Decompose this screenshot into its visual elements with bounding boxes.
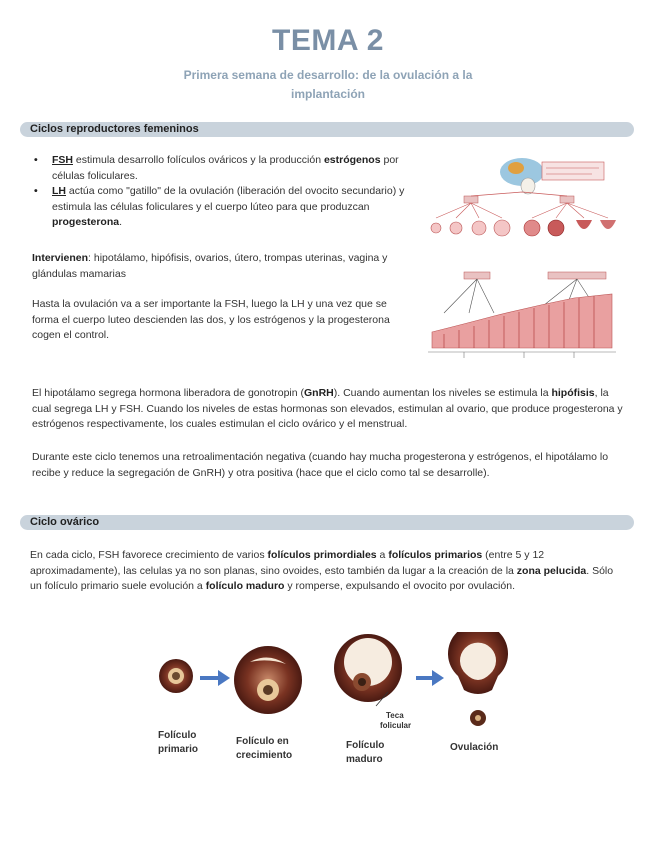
bullet-fsh	[32, 153, 412, 184]
brain-hypophysis-illustration	[500, 158, 604, 194]
label-foliculo-crecimiento-2: crecimiento	[236, 750, 293, 761]
follicle-stages-row	[431, 220, 616, 236]
arrow-icon	[200, 670, 230, 686]
label-foliculo-maduro-2: maduro	[346, 754, 383, 765]
label-foliculo-primario-2: primario	[158, 744, 199, 755]
retroalimentacion-paragraph: Durante este ciclo tenemos una retroalimentación negativa (cuando hay mucha progesterona y estrógenos, el hipotálamo lo recibe y reduce la segregación de GnRH) y otra positiva (hace que el ciclo como tal se desarrolle).	[32, 451, 609, 479]
intervienen-label: Intervienen	[32, 252, 89, 264]
ciclo-ovarico-paragraph	[30, 548, 620, 595]
label-foliculo-maduro-1: Folículo	[346, 740, 385, 751]
hipotalamo-paragraph	[32, 386, 628, 433]
follicle-development-figure	[150, 632, 510, 772]
ovulation-paragraph: Hasta la ovulación va a ser importante la FSH, luego la LH y una vez que se forma el cuerpo luteo descienden las dos, y los estrógenos y la progesterona cogen el control.	[32, 298, 390, 341]
label-foliculo-crecimiento-1: Folículo en	[236, 736, 289, 747]
term-gnrh: GnRH	[304, 387, 334, 399]
follicle-primary	[159, 659, 193, 693]
term-hipofisis: hipófisis	[551, 387, 595, 399]
ovarico-text-4: . Sólo un folículo primario suele evolución a	[30, 564, 614, 592]
term-fsh: FSH	[52, 154, 73, 166]
label-foliculo-primario-1: Folículo	[158, 730, 197, 741]
section-heading-ciclos: Ciclos reproductores femeninos	[20, 122, 634, 137]
ovarico-text-3: (entre 5 y 12 aproximadamente), las celulas ya no son planas, sino ovoides, esto también da lugar a la creación de la	[30, 549, 545, 577]
term-foliculos-primarios: folículos primarios	[388, 549, 483, 561]
intervienen-paragraph	[32, 251, 412, 282]
term-estrogenos: estrógenos	[323, 154, 381, 166]
page-title: TEMA 2	[272, 24, 384, 57]
page-subtitle: Primera semana de desarrollo: de la ovulación a la implantación	[183, 68, 473, 101]
term-zona-pelucida: zona pelucida	[516, 564, 587, 577]
hormone-bullet-list	[32, 153, 412, 231]
section-heading-ciclo-ovarico: Ciclo ovárico	[20, 515, 634, 530]
hipotalamo-text-2: ). Cuando aumentan los niveles se estimula la	[333, 387, 552, 399]
bullet-fsh-text-end: por células foliculares.	[52, 154, 399, 182]
label-ovulacion: Ovulación	[450, 742, 499, 753]
intervienen-text: : hipotálamo, hipófisis, ovarios, útero, trompas uterinas, vagina y glándulas mamarias	[32, 252, 388, 280]
label-teca-2: folicular	[380, 721, 412, 730]
follicle-growing	[234, 646, 302, 714]
hormonal-cycle-diagram	[424, 148, 620, 366]
bullet-lh-text-end: .	[119, 216, 123, 228]
ovarico-text-2: a	[376, 549, 389, 561]
fsh-lh-boxes	[436, 192, 608, 218]
term-foliculos-primordiales: folículos primordiales	[267, 549, 377, 561]
bullet-lh	[32, 184, 412, 231]
term-lh: LH	[52, 185, 66, 197]
follicle-mature	[334, 634, 402, 702]
endometrium-chart	[428, 294, 616, 358]
arrow-icon	[416, 670, 444, 686]
bullet-lh-text: actúa como "gatillo" de la ovulación (liberación del ovocito secundario) y estimula las células foliculares y el cuerpo lúteo para que produzcan	[52, 185, 405, 213]
term-foliculo-maduro: folículo maduro	[205, 580, 285, 592]
bullet-fsh-text: estimula desarrollo folículos ováricos y la producción	[73, 154, 324, 166]
ovarico-text-1: En cada ciclo, FSH favorece crecimiento de varios	[30, 549, 268, 561]
ovulation-follicle	[448, 632, 508, 726]
ovarico-text-5: y romperse, expulsando el ovocito por ovulación.	[284, 580, 515, 592]
hipotalamo-text-1: El hipotálamo segrega hormona liberadora de gonotropin (	[32, 387, 305, 399]
hipotalamo-text-3: , la cual segrega LH y FSH. Cuando los niveles de estas hormonas son elevados, estimulan al ovario, que produce progesterona y estrógenos respectivamente, los cuales estimulan el ciclo ovárico y el menstrual.	[32, 387, 623, 430]
label-teca-1: Teca	[386, 711, 404, 720]
term-progesterona: progesterona	[52, 216, 120, 228]
